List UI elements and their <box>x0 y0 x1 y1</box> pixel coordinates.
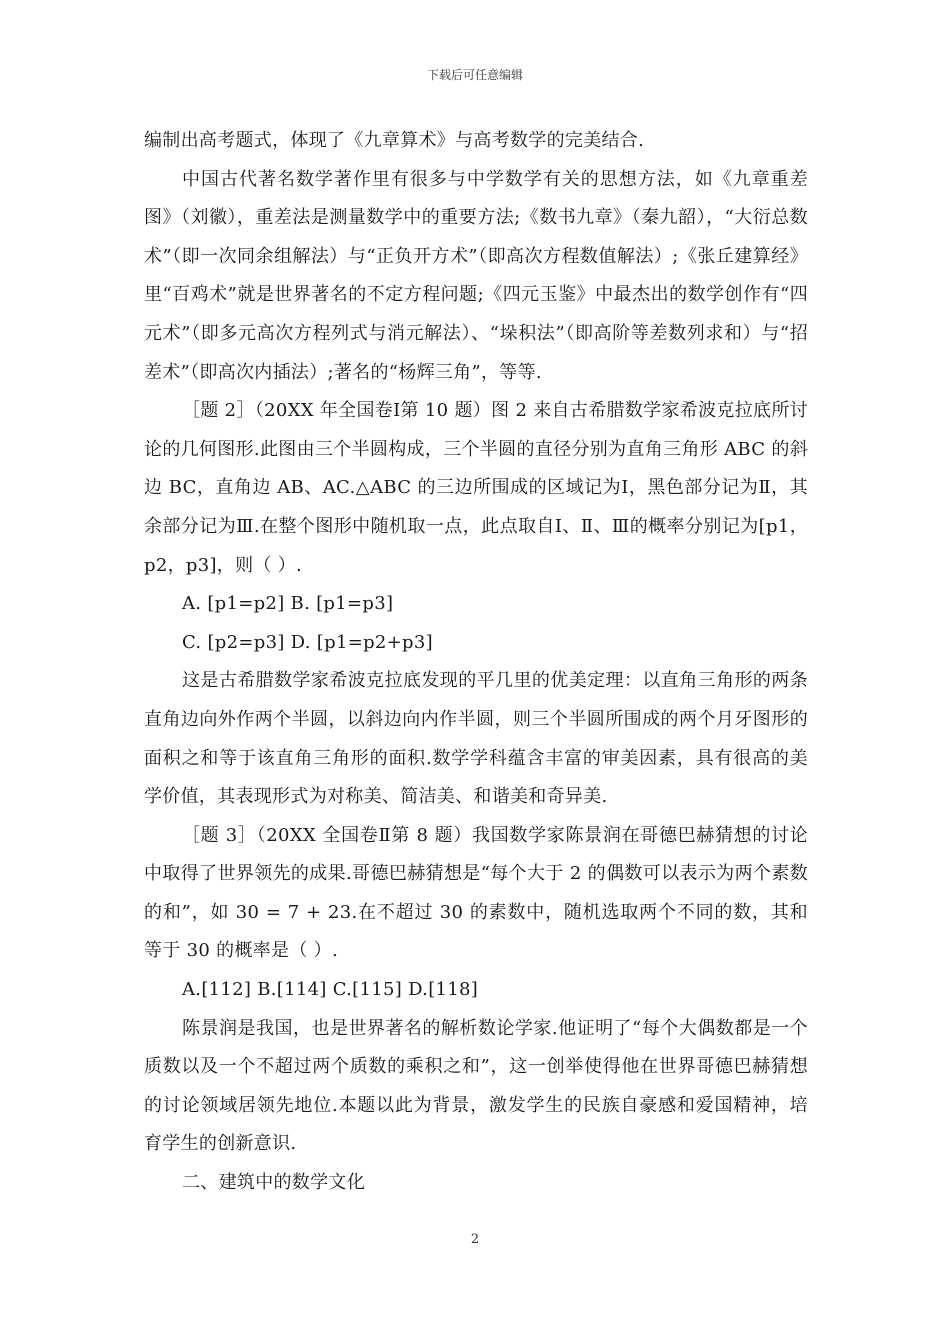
page-number: 2 <box>470 1232 480 1247</box>
problem-2-text: ［题 2］（20XX 年全国卷Ⅰ第 10 题）图 2 来自古希腊数学家希波克拉底所讨论的几何图形.此图由三个半圆构成，三个半圆的直径分别为直角三角形 ABC 的斜边 BC，直角边 AB、AC.△ABC 的三边所围成的区域记为Ⅰ，黑色部分记为Ⅱ，其余部分记为Ⅲ.在整个图形中随机取一点，此点取自Ⅰ、Ⅱ、Ⅲ的概率分别记为[p1，p2，p3]，则（ ）. <box>144 400 808 576</box>
problem-3-text: ［题 3］（20XX 全国卷Ⅱ第 8 题）我国数学家陈景润在哥德巴赫猜想的讨论中取得了世界领先的成果.哥德巴赫猜想是“每个大于 2 的偶数可以表示为两个素数的和”，如 30 = 7 + 23.在不超过 30 的素数中，随机选取两个不同的数，其和等于 30 的概率是（ ）. <box>144 824 808 962</box>
problem-2-options-cd: C. [p2=p3] D. [p1=p2+p3] <box>182 631 433 653</box>
problem-3-options: A.[112] B.[114] C.[115] D.[118] <box>182 979 479 1001</box>
document-body <box>144 122 808 1203</box>
problem-2-options-ab: A. [p1=p2] B. [p1=p3] <box>182 593 394 615</box>
paragraph-hippocrates: 这是古希腊数学家希波克拉底发现的平几里的优美定理：以直角三角形的两条直角边向外作两个半圆，以斜边向内作半圆，则三个半圆所围成的两个月牙图形的面积之和等于该直角三角形的面积.数学学科蕴含丰富的审美因素，具有很高的美学价值，其表现形式为对称美、简洁美、和谐美和奇异美. <box>144 670 808 808</box>
paragraph-continuation: 编制出高考题式，体现了《九章算术》与高考数学的完美结合. <box>144 130 645 151</box>
paragraph-chen-jingrun: 陈景润是我国，也是世界著名的解析数论学家.他证明了“每个大偶数都是一个质数以及一个不超过两个质数的乘积之和”，这一创举使得他在世界哥德巴赫猜想的讨论领域居领先地位.本题以此为背景，激发学生的民族自豪感和爱国精神，培育学生的创新意识. <box>144 1017 808 1155</box>
page-header: 下载后可任意编辑 <box>426 68 523 82</box>
section-heading-architecture: 二、建筑中的数学文化 <box>182 1172 365 1194</box>
paragraph-ancient-works: 中国古代著名数学著作里有很多与中学数学有关的思想方法，如《九章重差图》（刘徽），重差法是测量数学中的重要方法;《数书九章》（秦九韶），“大衍总数术”（即一次同余组解法）与“正负开方术”（即高次方程数值解法）;《张丘建算经》里“百鸡术”就是世界著名的不定方程问题;《四元玉鉴》中最杰出的数学创作有“四元术”（即多元高次方程列式与消元解法）、“垛积法”（即高阶等差数列求和）与“招差术”（即高次内插法）;著名的“杨辉三角”，等等. <box>144 168 808 383</box>
